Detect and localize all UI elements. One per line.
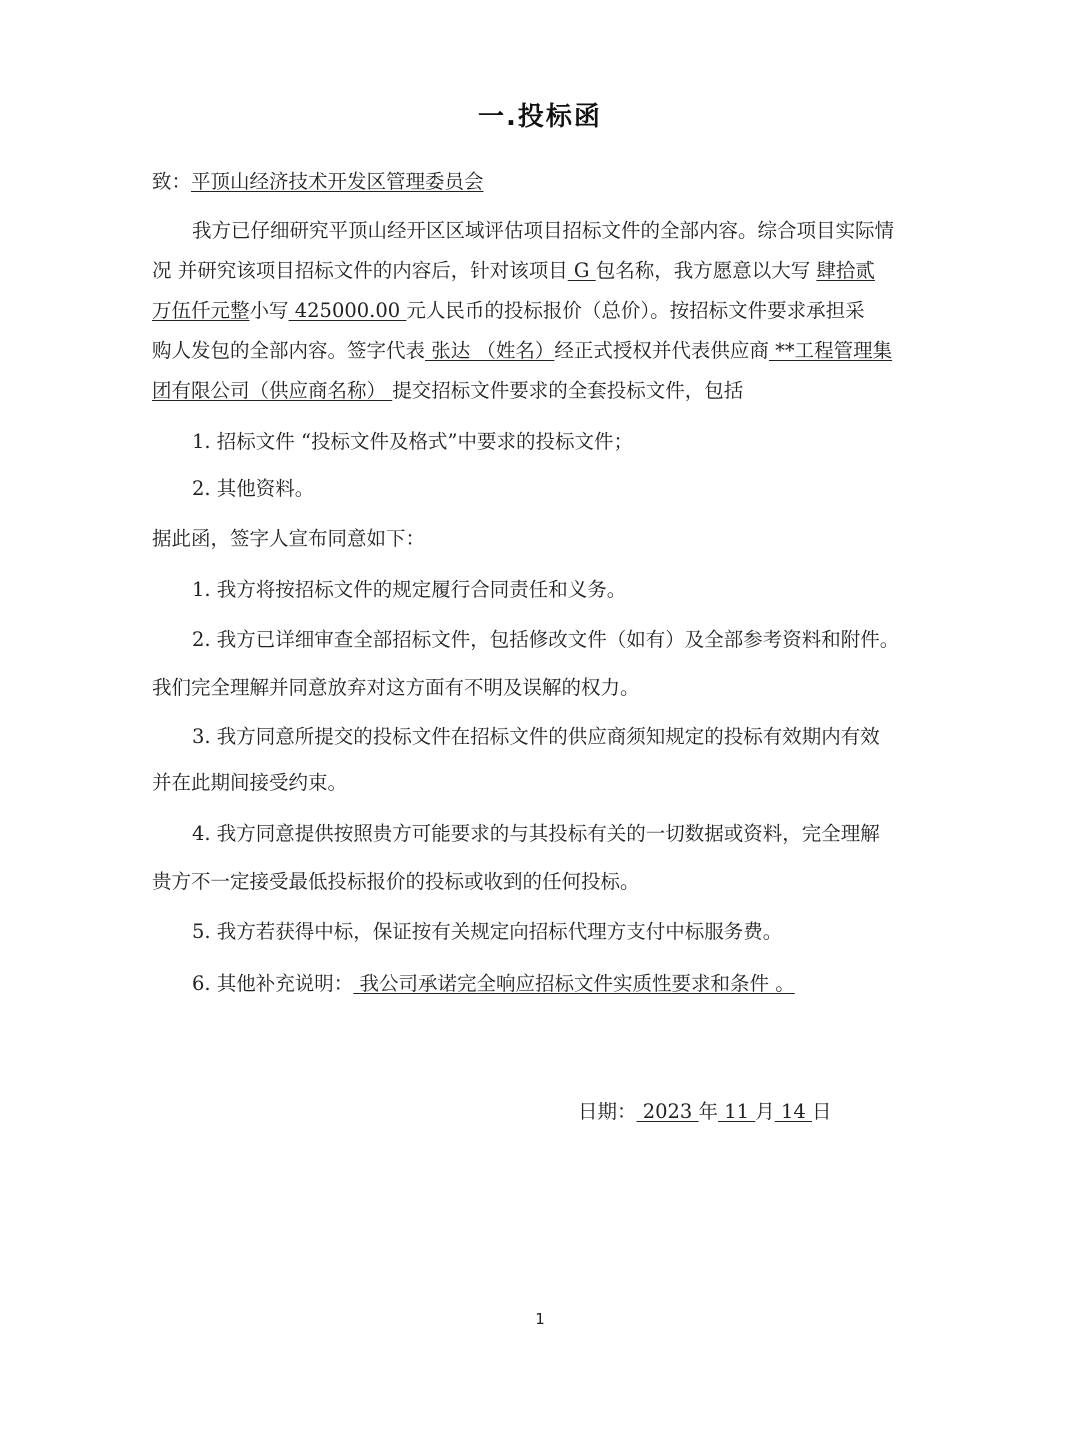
amount-upper-field-cont: 万伍仟元整 bbox=[152, 299, 250, 322]
item-4-line2: 贵方不一定接受最低投标报价的投标或收到的任何投标。 bbox=[152, 870, 640, 893]
item-3-line1: 3. 我方同意所提交的投标文件在招标文件的供应商须知规定的投标有效期内有效 bbox=[192, 725, 880, 748]
recipient-name: 平顶山经济技术开发区管理委员会 bbox=[191, 170, 484, 193]
amount-lower-field: 425000.00 bbox=[288, 299, 407, 322]
para1-line3: 万伍仟元整小写 425000.00 元人民币的投标报价（总价）。按招标文件要求承担采 bbox=[152, 299, 865, 322]
doc-item-2: 2. 其他资料。 bbox=[192, 477, 315, 500]
date-year: 2023 bbox=[636, 1100, 699, 1123]
supplier-field: **工程管理集 bbox=[768, 339, 893, 362]
amount-upper-field: 肆拾贰 bbox=[816, 259, 875, 282]
date-month: 11 bbox=[718, 1100, 756, 1123]
page-title: 一.投标函 bbox=[478, 102, 602, 132]
item-2-line1: 2. 我方已详细审查全部招标文件，包括修改文件（如有）及全部参考资料和附件。 bbox=[192, 628, 900, 651]
declaration: 据此函，签字人宣布同意如下： bbox=[152, 527, 426, 550]
para1-line1: 我方已仔细研究平顶山经开区区域评估项目招标文件的全部内容。综合项目实际情 bbox=[192, 219, 895, 242]
page-number: 1 bbox=[535, 1310, 545, 1328]
item-6: 6. 其他补充说明： 我公司承诺完全响应招标文件实质性要求和条件 。 bbox=[192, 972, 795, 995]
item-5: 5. 我方若获得中标，保证按有关规定向招标代理方支付中标服务费。 bbox=[192, 920, 783, 943]
item-3-line2: 并在此期间接受约束。 bbox=[152, 771, 348, 794]
recipient-line: 致：平顶山经济技术开发区管理委员会 bbox=[152, 170, 484, 193]
para1-line2: 况 并研究该项目招标文件的内容后，针对该项目 G 包名称，我方愿意以大写 肆拾贰 bbox=[152, 259, 875, 282]
date-day: 14 bbox=[774, 1100, 813, 1123]
para1-line4: 购人发包的全部内容。签字代表 张达 （姓名）经正式授权并代表供应商 **工程管理集 bbox=[152, 339, 893, 362]
date-line: 日期： 2023 年 11 月 14 日 bbox=[578, 1100, 832, 1123]
doc-item-1: 1. 招标文件 “投标文件及格式”中要求的投标文件； bbox=[192, 430, 633, 453]
para1-line5: 团有限公司（供应商名称） 提交招标文件要求的全套投标文件，包括 bbox=[152, 379, 744, 402]
item-1: 1. 我方将按招标文件的规定履行合同责任和义务。 bbox=[192, 578, 627, 601]
item-4-line1: 4. 我方同意提供按照贵方可能要求的与其投标有关的一切数据或资料，完全理解 bbox=[192, 822, 880, 845]
supplier-field-cont: 团有限公司（供应商名称） bbox=[152, 379, 393, 402]
package-field: G bbox=[567, 259, 596, 282]
supplement-field: 我公司承诺完全响应招标文件实质性要求和条件 。 bbox=[353, 972, 795, 995]
item-2-line2: 我们完全理解并同意放弃对这方面有不明及误解的权力。 bbox=[152, 676, 640, 699]
signer-field: 张达 （姓名） bbox=[425, 339, 555, 362]
